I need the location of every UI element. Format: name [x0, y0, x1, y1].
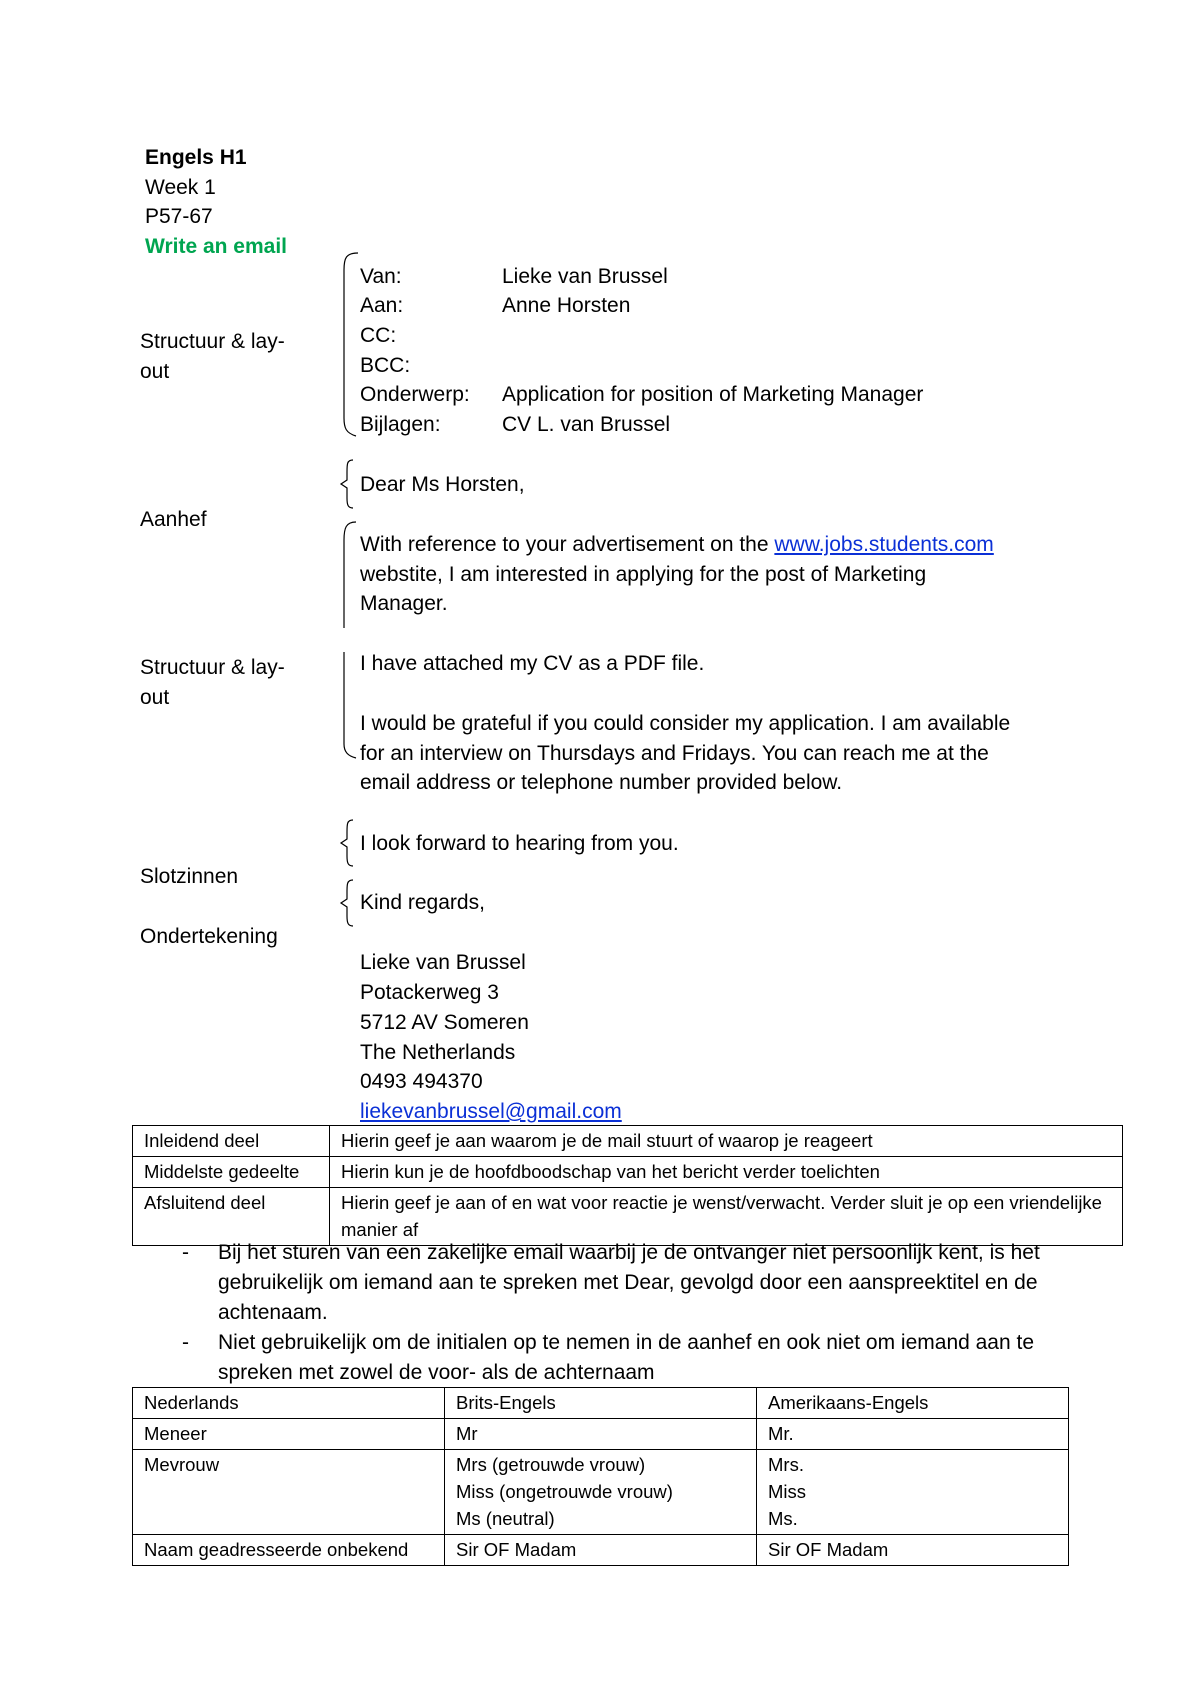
brace-salutation [338, 458, 358, 510]
signature-phone: 0493 494370 [360, 1070, 483, 1093]
brace-closing [338, 818, 358, 868]
table-row [133, 1188, 1123, 1246]
bijlagen-value: CV L. van Brussel [502, 413, 671, 436]
label-structuur-2: Structuur & lay-out [140, 656, 285, 709]
body-line-1: I would be grateful if you could consider my application. I am available [360, 712, 1011, 735]
part-description: Hierin geef je aan of en wat voor reactie je wenst/verwacht. Verder sluit je op een vriendelijke manier af [330, 1188, 1123, 1246]
aan-label: Aan: [360, 294, 404, 317]
table-row [133, 1450, 1069, 1535]
british-titles [445, 1450, 757, 1535]
signature-email-line [360, 1097, 622, 1127]
british-title: Mrs (getrouwde vrouw) [456, 1454, 646, 1475]
bullet-text: Bij het sturen van een zakelijke email waarbij je de ontvanger niet persoonlijk kent, is het gebruikelijk om iemand aan te spreken met Dear, gevolgd door een aanspreektitel en de achtenaam. [218, 1241, 1040, 1324]
intro-line-1 [360, 530, 994, 560]
brace-intro [338, 520, 360, 632]
task-title: Write an email [145, 235, 287, 258]
pages-label: P57-67 [145, 205, 213, 228]
table-row [133, 1126, 1123, 1157]
attachment-sentence: I have attached my CV as a PDF file. [360, 652, 705, 675]
week-label: Week 1 [145, 176, 216, 199]
part-name: Inleidend deel [133, 1126, 330, 1157]
table-row [133, 1419, 1069, 1450]
signature-country: The Netherlands [360, 1041, 516, 1064]
signature-email-link[interactable]: liekevanbrussel@gmail.com [360, 1100, 622, 1123]
signature-street: Potackerweg 3 [360, 981, 499, 1004]
cc-label: CC: [360, 324, 397, 347]
van-value: Lieke van Brussel [502, 265, 668, 288]
intro-line-3: Manager. [360, 592, 448, 615]
label-ondertekening: Ondertekening [140, 925, 278, 948]
american-titles [757, 1450, 1069, 1535]
label-structuur-1: Structuur & lay-out [140, 330, 285, 383]
dutch-title: Naam geadresseerde onbekend [133, 1535, 445, 1566]
signature-city: 5712 AV Someren [360, 1011, 529, 1034]
closing-sentence: I look forward to hearing from you. [360, 832, 679, 855]
body-line-3: email address or telephone number provided below. [360, 771, 843, 794]
american-title: Miss [768, 1481, 807, 1502]
intro-text: With reference to your advertisement on the [360, 533, 775, 556]
column-header: Amerikaans-Engels [757, 1388, 1069, 1419]
dutch-title: Mevrouw [133, 1450, 445, 1535]
part-description: Hierin geef je aan waarom je de mail stuurt of waarop je reageert [330, 1126, 1123, 1157]
part-name: Middelste gedeelte [133, 1157, 330, 1188]
van-label: Van: [360, 265, 402, 288]
part-name: Afsluitend deel [133, 1188, 330, 1246]
bcc-label: BCC: [360, 354, 411, 377]
part-description: Hierin kun je de hoofdboodschap van het bericht verder toelichten [330, 1157, 1123, 1188]
dutch-title: Meneer [133, 1419, 445, 1450]
salutation: Dear Ms Horsten, [360, 473, 525, 496]
bullet-text: Niet gebruikelijk om de initialen op te nemen in de aanhef en ook niet om iemand aan te spreken met zowel de voor- als de achternaam [218, 1331, 1035, 1384]
table-row [133, 1157, 1123, 1188]
bijlagen-label: Bijlagen: [360, 413, 441, 436]
column-header: Brits-Engels [445, 1388, 757, 1419]
british-title: Sir OF Madam [445, 1535, 757, 1566]
signature-name: Lieke van Brussel [360, 951, 526, 974]
bullet-dash: - [182, 1331, 189, 1354]
american-title: Sir OF Madam [757, 1535, 1069, 1566]
table-row [133, 1535, 1069, 1566]
sign-off: Kind regards, [360, 891, 485, 914]
label-aanhef: Aanhef [140, 508, 207, 531]
onderwerp-value: Application for position of Marketing Manager [502, 383, 924, 406]
american-title: Mr. [757, 1419, 1069, 1450]
label-slotzinnen: Slotzinnen [140, 865, 239, 888]
british-title: Mr [445, 1419, 757, 1450]
american-title: Mrs. [768, 1454, 804, 1475]
titles-table [132, 1387, 1069, 1566]
american-title: Ms. [768, 1508, 798, 1529]
email-parts-table [132, 1125, 1123, 1246]
british-title: Miss (ongetrouwde vrouw) [456, 1481, 673, 1502]
bullet-dash: - [182, 1241, 189, 1264]
table-header-row [133, 1388, 1069, 1419]
column-header: Nederlands [133, 1388, 445, 1419]
brace-body [338, 650, 360, 760]
brace-signoff [338, 878, 358, 928]
jobs-link[interactable]: www.jobs.students.com [774, 533, 994, 556]
document-title: Engels H1 [145, 146, 247, 169]
body-line-2: for an interview on Thursdays and Fridays. You can reach me at the [360, 742, 989, 765]
intro-line-2: webstite, I am interested in applying for the post of Marketing [360, 563, 927, 586]
british-title: Ms (neutral) [456, 1508, 555, 1529]
onderwerp-label: Onderwerp: [360, 383, 470, 406]
brace-header [338, 250, 362, 440]
aan-value: Anne Horsten [502, 294, 631, 317]
